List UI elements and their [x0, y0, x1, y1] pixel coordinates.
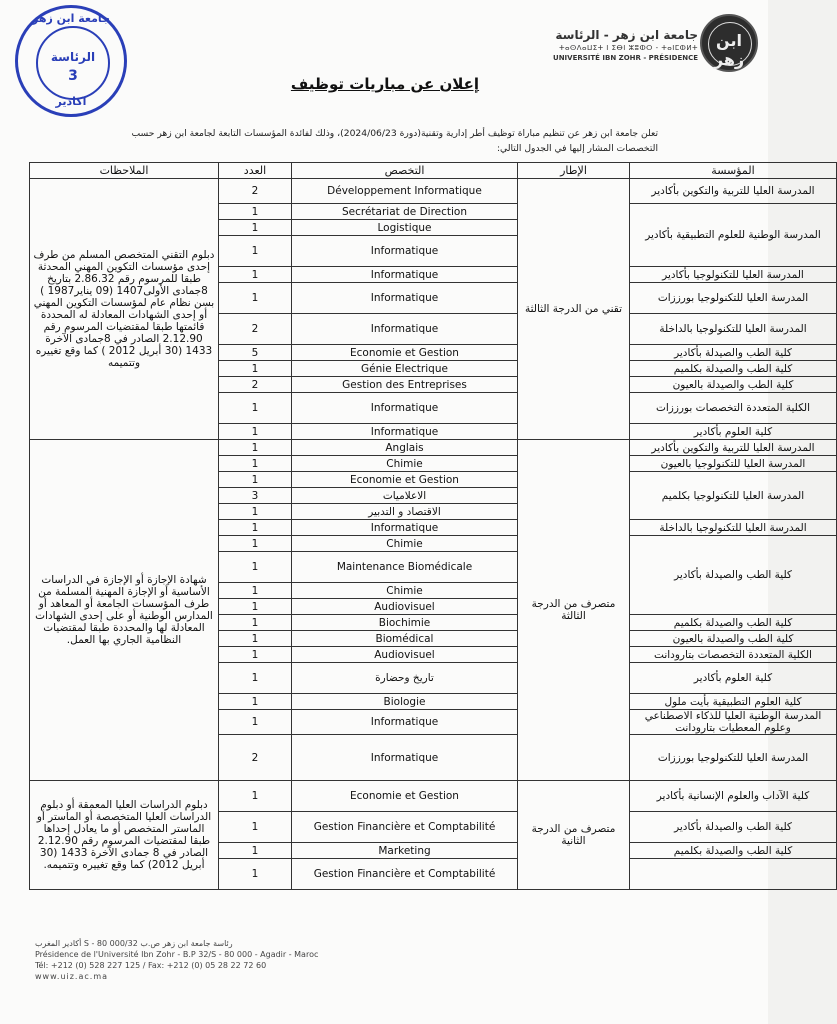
notes-cell: شهادة الإجازة أو الإجازة في الدراسات الأساسية أو الإجازة المهنية المسلمة من طرف المؤسسات الجامعة أو المعاهد أو المدارس الوطنية أو على إحدى الشهادات المعادلة لها والمحددة طبقا لمقتضيات النظامية الجاري بها العمل.: [30, 440, 219, 781]
count-cell: 1: [219, 615, 292, 631]
institution-cell: كلية الطب والصيدلة بكلميم: [630, 361, 837, 377]
institution-cell: المدرسة العليا للتكنولوجيا بورززات: [630, 735, 837, 781]
specialty-cell: Chimie: [292, 456, 518, 472]
specialty-cell: Développement Informatique: [292, 179, 518, 204]
specialty-cell: Biomédical: [292, 631, 518, 647]
specialty-cell: Marketing: [292, 843, 518, 859]
institution-cell: المدرسة العليا للتكنولوجيا بالعيون: [630, 456, 837, 472]
count-cell: 1: [219, 220, 292, 236]
specialty-cell: Economie et Gestion: [292, 781, 518, 812]
table-row: [30, 440, 837, 456]
institution-cell: المدرسة الوطنية العليا للذكاء الاصطناعي وعلوم المعطيات بتارودانت: [630, 710, 837, 735]
institution-cell: كلية العلوم بأكادير: [630, 663, 837, 694]
intro-paragraph: تعلن جامعة ابن زهر عن تنظيم مباراة توظيف أطر إدارية وتقنية(دورة 2024/06/23)، وذلك لفائدة المؤسسات التابعة لجامعة ابن زهر حسب التخصصات المشار إليها في الجدول التالي:: [131, 128, 658, 154]
footer-address-fr: Présidence de l'Université Ibn Zohr - B.P 32/S - 80 000 - Agadir - Maroc: [35, 950, 319, 959]
count-cell: 1: [219, 520, 292, 536]
table-row: [30, 179, 837, 204]
count-cell: 2: [219, 377, 292, 393]
institution-cell: المدرسة العليا للتكنولوجيا بورززات: [630, 283, 837, 314]
specialty-cell: الاعلاميات: [292, 488, 518, 504]
page-title: إعلان عن مباريات توظيف: [290, 75, 480, 93]
university-header: [488, 28, 698, 62]
specialty-cell: Informatique: [292, 424, 518, 440]
institution-cell: الكلية المتعددة التخصصات بتارودانت: [630, 647, 837, 663]
specialty-cell: Informatique: [292, 710, 518, 735]
count-cell: 1: [219, 536, 292, 552]
count-cell: 1: [219, 393, 292, 424]
specialty-cell: Biochimie: [292, 615, 518, 631]
frame-cell: متصرف من الدرجة الثالثة: [518, 440, 630, 781]
institution-cell: كلية الطب والصيدلة بالعيون: [630, 631, 837, 647]
university-name-fr: UNIVERSITÉ IBN ZOHR - PRÉSIDENCE: [553, 54, 698, 62]
logo-mark: ابن زهر: [713, 31, 745, 69]
institution-cell: المدرسة العليا للتكنولوجيا بأكادير: [630, 267, 837, 283]
specialty-cell: Maintenance Biomédicale: [292, 552, 518, 583]
count-cell: 1: [219, 456, 292, 472]
institution-cell: كلية الطب والصيدلة بأكادير: [630, 536, 837, 615]
count-cell: 1: [219, 843, 292, 859]
specialty-cell: Secrétariat de Direction: [292, 204, 518, 220]
count-cell: 2: [219, 735, 292, 781]
count-cell: 1: [219, 504, 292, 520]
header-notes: الملاحظات: [30, 163, 219, 179]
specialty-cell: Economie et Gestion: [292, 472, 518, 488]
positions-table: [29, 162, 837, 890]
stamp-number: 3: [68, 68, 78, 84]
specialty-cell: Informatique: [292, 393, 518, 424]
count-cell: 1: [219, 781, 292, 812]
page-footer: [35, 938, 365, 982]
specialty-cell: Chimie: [292, 536, 518, 552]
university-name-ar: جامعة ابن زهر - الرئاسة: [555, 28, 698, 42]
specialty-cell: Biologie: [292, 694, 518, 710]
count-cell: 2: [219, 314, 292, 345]
university-name-tifinagh: ⵜⴰⵙⴷⴰⵡⵉⵜ ⵏ ⵉⴱⵏ ⵣⵓⵀⵔ - ⵜⴰⵏⵎⵀⵍⵜ: [559, 44, 698, 52]
specialty-cell: Informatique: [292, 236, 518, 267]
specialty-cell: Economie et Gestion: [292, 345, 518, 361]
institution-cell: كلية الطب والصيدلة بأكادير: [630, 812, 837, 843]
institution-cell: كلية العلوم التطبيقية بأيت ملول: [630, 694, 837, 710]
specialty-cell: Génie Electrique: [292, 361, 518, 377]
institution-cell: كلية الطب والصيدلة بكلميم: [630, 843, 837, 859]
institution-cell: كلية الطب والصيدلة بالعيون: [630, 377, 837, 393]
stamp-inner-ring: [36, 26, 110, 100]
institution-cell: [630, 859, 837, 890]
specialty-cell: Informatique: [292, 314, 518, 345]
header-specialty: التخصص: [292, 163, 518, 179]
specialty-cell: تاريخ وحضارة: [292, 663, 518, 694]
count-cell: 1: [219, 631, 292, 647]
count-cell: 3: [219, 488, 292, 504]
official-stamp: [15, 5, 127, 117]
count-cell: 1: [219, 267, 292, 283]
specialty-cell: Gestion Financière et Comptabilité: [292, 812, 518, 843]
count-cell: 1: [219, 472, 292, 488]
count-cell: 1: [219, 694, 292, 710]
specialty-cell: Informatique: [292, 267, 518, 283]
count-cell: 1: [219, 647, 292, 663]
institution-cell: كلية الطب والصيدلة بكلميم: [630, 615, 837, 631]
footer-address-ar: رئاسة جامعة ابن زهر ص.ب 32/S - 80 000 أكادير المغرب: [35, 939, 233, 948]
header-institution: المؤسسة: [630, 163, 837, 179]
count-cell: 5: [219, 345, 292, 361]
institution-cell: كلية الطب والصيدلة بأكادير: [630, 345, 837, 361]
stamp-text-bottom: اكادير: [55, 95, 87, 108]
count-cell: 2: [219, 179, 292, 204]
count-cell: 1: [219, 283, 292, 314]
specialty-cell: Audiovisuel: [292, 599, 518, 615]
institution-cell: المدرسة العليا للتكنولوجيا بكلميم: [630, 472, 837, 520]
count-cell: 1: [219, 663, 292, 694]
table-header-row: [30, 163, 837, 179]
count-cell: 1: [219, 204, 292, 220]
institution-cell: المدرسة العليا للتكنولوجيا بالداخلة: [630, 314, 837, 345]
institution-cell: كلية الآداب والعلوم الإنسانية بأكادير: [630, 781, 837, 812]
specialty-cell: Gestion des Entreprises: [292, 377, 518, 393]
specialty-cell: الاقتصاد و التدبير: [292, 504, 518, 520]
specialty-cell: Logistique: [292, 220, 518, 236]
frame-cell: تقني من الدرجة الثالثة: [518, 179, 630, 440]
institution-cell: المدرسة العليا للتكنولوجيا بالداخلة: [630, 520, 837, 536]
specialty-cell: Informatique: [292, 283, 518, 314]
count-cell: 1: [219, 440, 292, 456]
institution-cell: المدرسة الوطنية للعلوم التطبيقية بأكادير: [630, 204, 837, 267]
institution-cell: المدرسة العليا للتربية والتكوين بأكادير: [630, 440, 837, 456]
count-cell: 1: [219, 424, 292, 440]
header-count: العدد: [219, 163, 292, 179]
header-frame: الإطار: [518, 163, 630, 179]
specialty-cell: Informatique: [292, 520, 518, 536]
count-cell: 1: [219, 361, 292, 377]
institution-cell: المدرسة العليا للتربية والتكوين بأكادير: [630, 179, 837, 204]
count-cell: 1: [219, 583, 292, 599]
specialty-cell: Chimie: [292, 583, 518, 599]
count-cell: 1: [219, 859, 292, 890]
frame-cell: متصرف من الدرجة الثانية: [518, 781, 630, 890]
count-cell: 1: [219, 236, 292, 267]
footer-phone: Tél: +212 (0) 528 227 125 / Fax: +212 (0) 05 28 22 72 60: [35, 961, 267, 970]
specialty-cell: Informatique: [292, 735, 518, 781]
count-cell: 1: [219, 812, 292, 843]
institution-cell: كلية العلوم بأكادير: [630, 424, 837, 440]
table-row: [30, 781, 837, 812]
specialty-cell: Audiovisuel: [292, 647, 518, 663]
specialty-cell: Anglais: [292, 440, 518, 456]
count-cell: 1: [219, 710, 292, 735]
notes-cell: دبلوم الدراسات العليا المعمقة أو دبلوم الدراسات العليا المتخصصة أو الماستر أو الماستر المتخصص أو ما يعادل إحداها طبقا لمقتضيات المرسوم رقم 2.12.90 الصادر في 8 جمادى الآخرة 1433 (30 أبريل 2012) كما وقع تغييره وتتميمه.: [30, 781, 219, 890]
university-logo: [700, 14, 758, 72]
stamp-text-middle: الرئاسة: [50, 50, 96, 64]
count-cell: 1: [219, 552, 292, 583]
footer-website: www.uiz.ac.ma: [35, 972, 109, 981]
count-cell: 1: [219, 599, 292, 615]
stamp-text-top: جامعة ابن زهر: [31, 12, 110, 25]
institution-cell: الكلية المتعددة التخصصات بورززات: [630, 393, 837, 424]
notes-cell: دبلوم التقني المتخصص المسلم من طرف إحدى مؤسسات التكوين المهني المحدثة طبقا للمرسوم رقم 2.86.32 بتاريخ 8جمادى الأولى1407 (09 يناير1987 ) بسن نظام عام لمؤسسات التكوين المهني أو إحدى الشهادات المعادلة له المحددة قائمتها طبقا لمقتضيات المرسوم رقم 2.12.90 الصادر في 8جمادى الآخرة 1433 (30 أبريل 2012 ) كما وقع تغييره وتتميمه: [30, 179, 219, 440]
specialty-cell: Gestion Financière et Comptabilité: [292, 859, 518, 890]
